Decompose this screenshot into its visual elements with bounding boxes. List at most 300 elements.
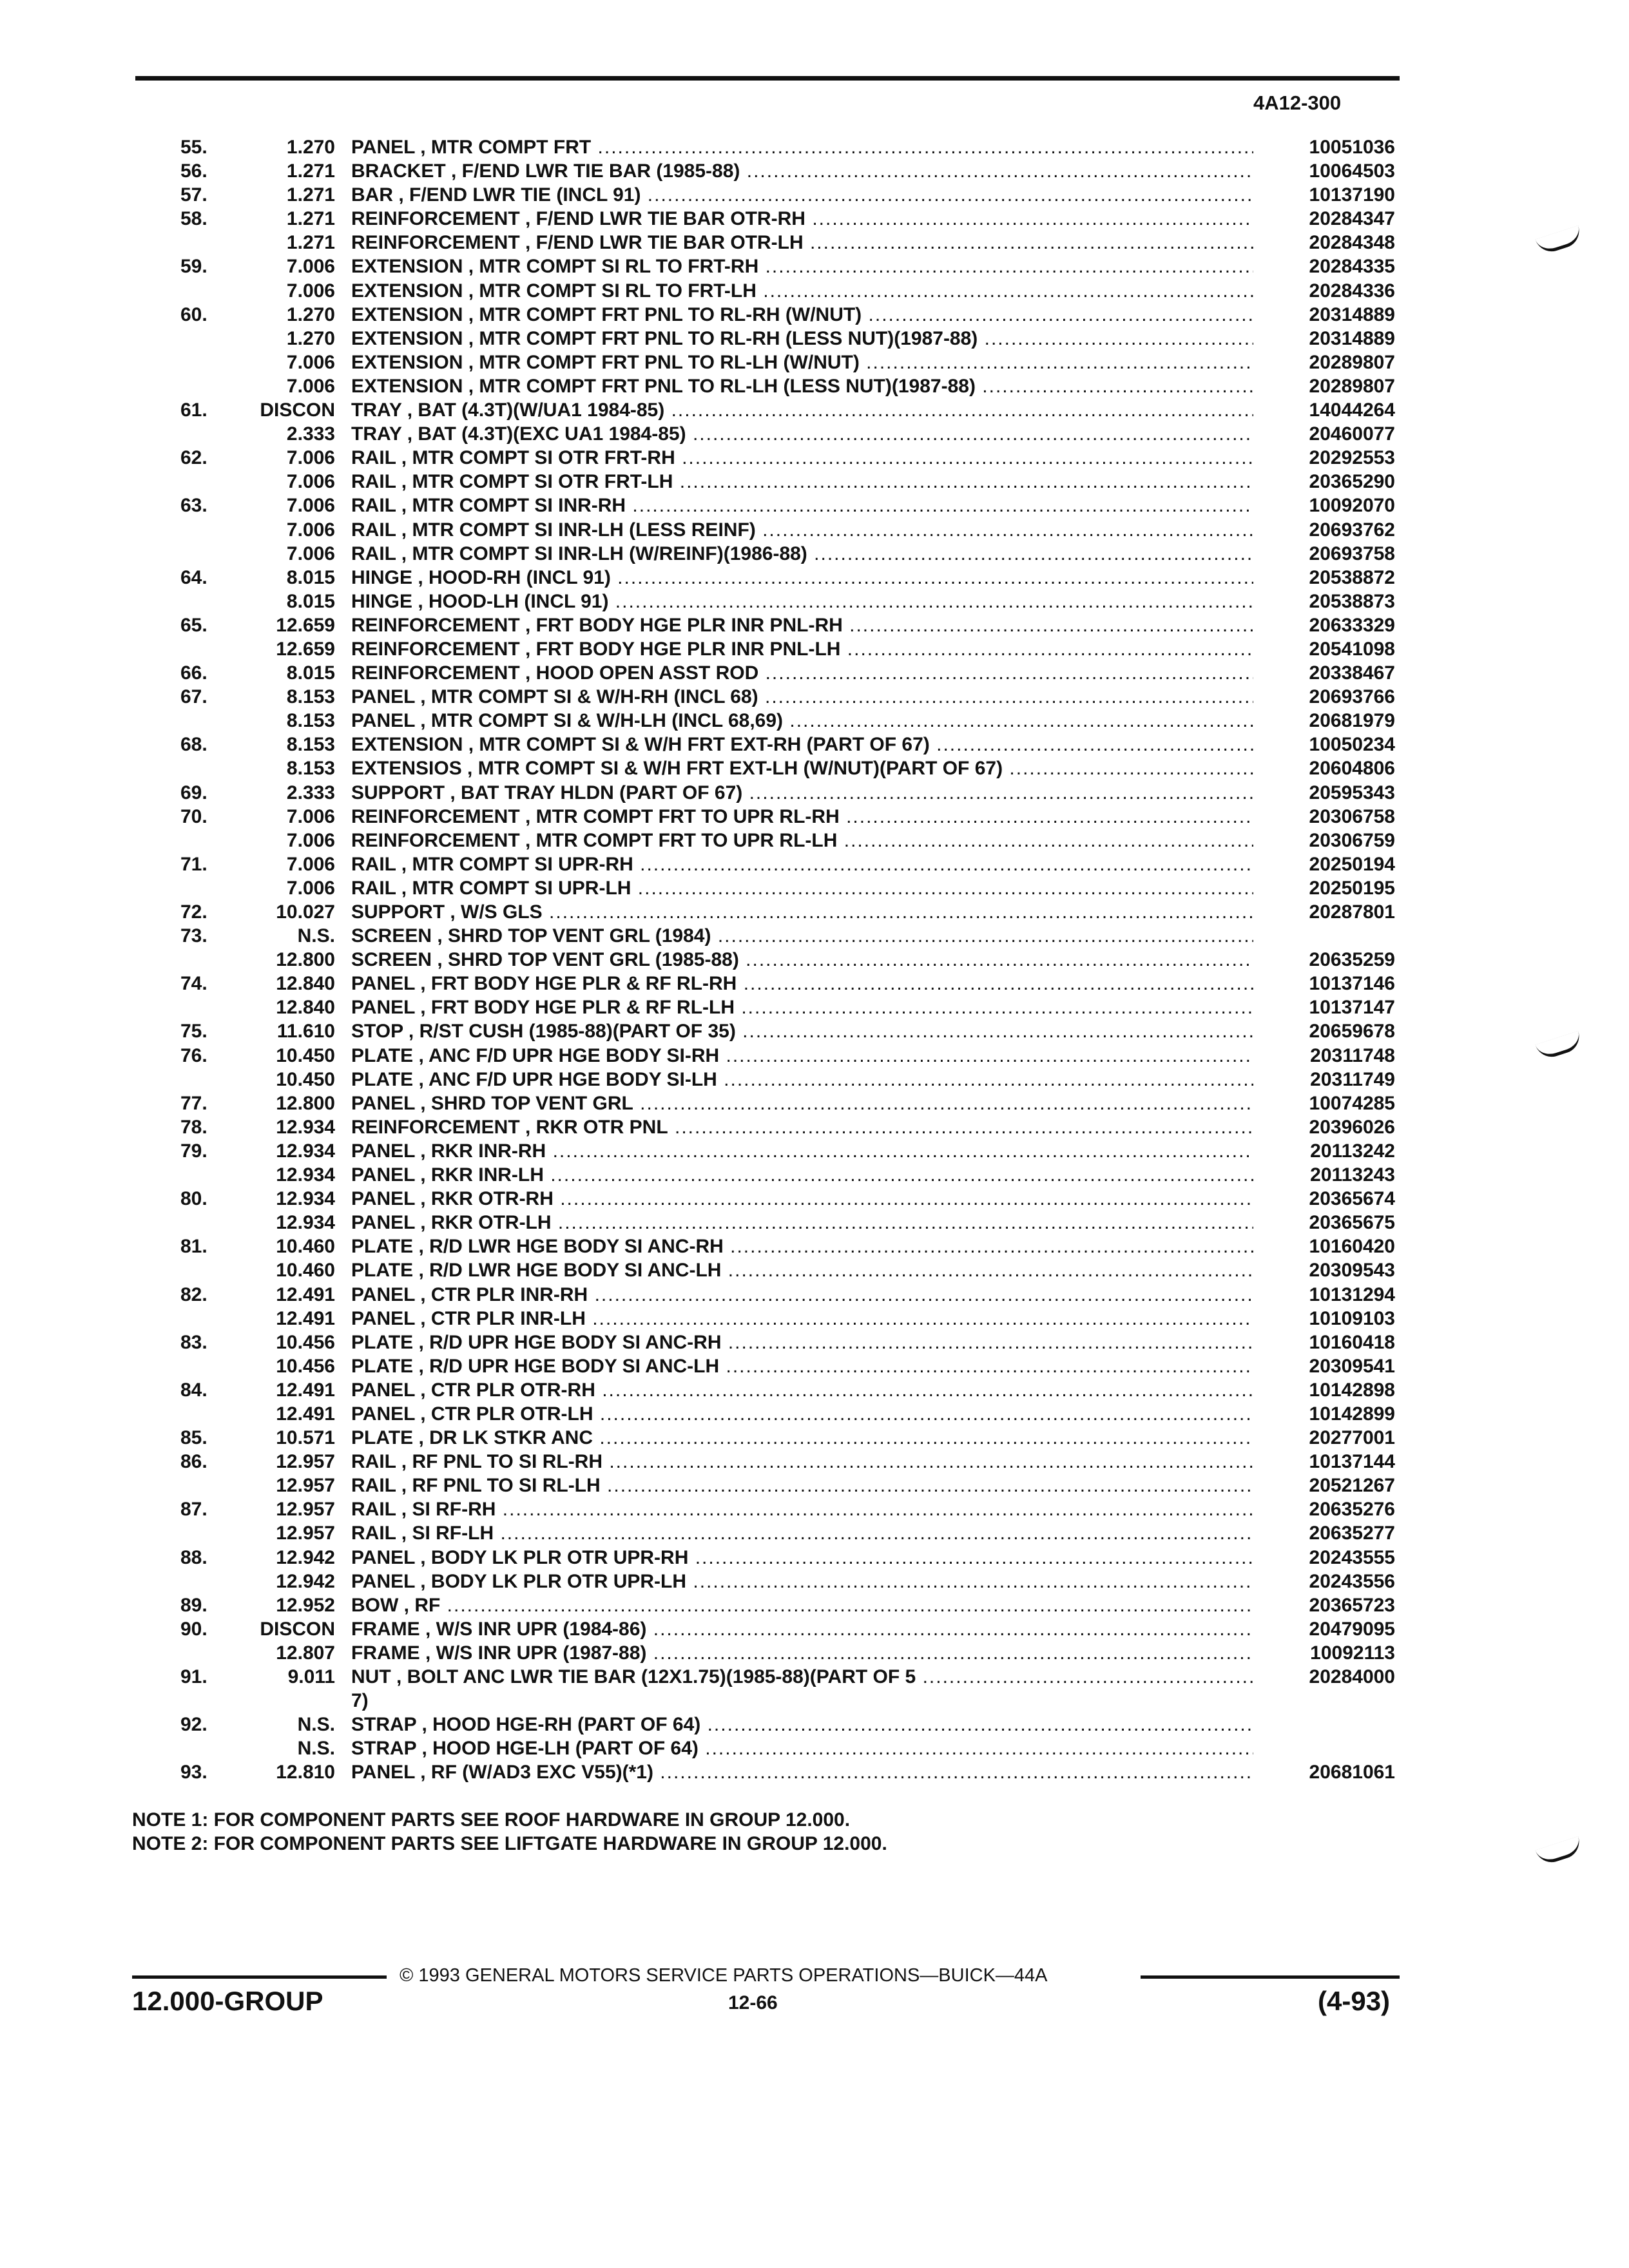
part-description: SCREEN , SHRD TOP VENT GRL (1984) .....	[351, 924, 1253, 948]
part-row	[0, 972, 1629, 995]
part-description: SUPPORT , BAT TRAY HLDN (PART OF 67) .....	[351, 781, 1253, 805]
part-number: 20314889	[1309, 327, 1395, 349]
ref-number: 93.	[180, 1762, 207, 1783]
part-row	[0, 1736, 1629, 1760]
group-number: 12.840	[276, 997, 335, 1019]
ref-number: 57.	[180, 184, 207, 206]
part-row	[0, 303, 1629, 327]
part-number: 20311749	[1310, 1068, 1395, 1090]
group-number: 12.491	[276, 1307, 335, 1329]
part-number: 20365674	[1309, 1188, 1395, 1210]
ref-number: 56.	[180, 160, 207, 182]
group-number: 1.271	[286, 160, 335, 182]
group-number: 7.006	[286, 543, 335, 564]
part-description: RAIL , MTR COMPT SI OTR FRT-RH .....	[351, 446, 1253, 470]
group-number: 7.006	[286, 256, 335, 278]
ref-number: 83.	[180, 1331, 207, 1353]
part-description: NUT , BOLT ANC LWR TIE BAR (12X1.75)(1985-88)(PART OF 5 .....	[351, 1665, 1253, 1689]
part-number: 10142899	[1309, 1403, 1395, 1425]
part-row	[0, 255, 1629, 278]
part-row	[0, 1331, 1629, 1354]
part-row	[0, 1378, 1629, 1402]
part-row	[0, 613, 1629, 637]
part-number: 20693762	[1309, 519, 1395, 541]
group-number: 2.333	[286, 423, 335, 445]
group-number: 8.015	[286, 590, 335, 612]
part-description: EXTENSION , MTR COMPT SI & W/H FRT EXT-RH (PART OF 67) .....	[351, 733, 1253, 756]
group-number: 12.942	[276, 1546, 335, 1568]
part-number: 10137190	[1309, 184, 1395, 206]
ref-number: 64.	[180, 566, 207, 588]
ref-number: 88.	[180, 1546, 207, 1568]
part-description: SUPPORT , W/S GLS .....	[351, 900, 1253, 924]
group-number: 1.270	[286, 327, 335, 349]
part-description: PLATE , ANC F/D UPR HGE BODY SI-RH .....	[351, 1044, 1253, 1068]
part-description: PANEL , RF (W/AD3 EXC V55)(*1) .....	[351, 1760, 1253, 1784]
part-row	[0, 1497, 1629, 1521]
ref-number: 77.	[180, 1092, 207, 1114]
part-number: 20659678	[1309, 1021, 1395, 1043]
part-number: 10051036	[1309, 137, 1395, 158]
part-row	[0, 590, 1629, 613]
part-number: 20287801	[1309, 901, 1395, 923]
part-number: 20306759	[1309, 829, 1395, 851]
part-number: 20309543	[1309, 1260, 1395, 1282]
notes	[132, 1808, 887, 1856]
group-number: 10.027	[276, 901, 335, 923]
part-description: PLATE , DR LK STKR ANC .....	[351, 1426, 1253, 1450]
group-number: 10.460	[276, 1236, 335, 1258]
group-number: 12.957	[276, 1499, 335, 1521]
part-row	[0, 1760, 1629, 1784]
part-row	[0, 327, 1629, 351]
ref-number: 66.	[180, 662, 207, 684]
ref-number: 86.	[180, 1451, 207, 1473]
part-row	[0, 1617, 1629, 1641]
group-number: 12.942	[276, 1570, 335, 1592]
part-number: 10137146	[1309, 973, 1395, 995]
ref-number: 73.	[180, 925, 207, 947]
part-number: 20693758	[1309, 543, 1395, 564]
ref-number: 80.	[180, 1188, 207, 1210]
part-description: RAIL , MTR COMPT SI OTR FRT-LH .....	[351, 470, 1253, 494]
note-2: NOTE 2: FOR COMPONENT PARTS SEE LIFTGATE HARDWARE IN GROUP 12.000.	[132, 1833, 887, 1854]
group-number: 12.810	[276, 1762, 335, 1783]
ref-number: 60.	[180, 303, 207, 325]
part-number: 10137147	[1309, 997, 1395, 1019]
part-number: 10142898	[1309, 1379, 1395, 1401]
group-number: 12.934	[276, 1188, 335, 1210]
group-number: 12.800	[276, 1092, 335, 1114]
part-number: 20284348	[1309, 232, 1395, 254]
group-number: 12.491	[276, 1283, 335, 1305]
group-number: 8.153	[286, 734, 335, 756]
ref-number: 62.	[180, 447, 207, 469]
group-number: 8.153	[286, 758, 335, 780]
part-row	[0, 1187, 1629, 1211]
group-number: 7.006	[286, 280, 335, 302]
group-number: 7.006	[286, 471, 335, 493]
part-number: 10131294	[1309, 1283, 1395, 1305]
part-description: RAIL , MTR COMPT SI INR-LH (W/REINF)(1986-88) .....	[351, 542, 1253, 566]
group-number: 1.270	[286, 303, 335, 325]
ref-number: 58.	[180, 208, 207, 230]
ref-number: 61.	[180, 399, 207, 421]
part-description: PANEL , CTR PLR OTR-RH .....	[351, 1378, 1253, 1402]
part-description: PANEL , MTR COMPT SI & W/H-LH (INCL 68,69) .....	[351, 709, 1253, 733]
part-row	[0, 1402, 1629, 1426]
part-description: PLATE , R/D UPR HGE BODY SI ANC-LH .....	[351, 1354, 1253, 1378]
group-number: 12.491	[276, 1403, 335, 1425]
part-description: 7)	[351, 1690, 369, 1712]
part-description: PANEL , FRT BODY HGE PLR & RF RL-RH .....	[351, 972, 1253, 995]
part-description: EXTENSION , MTR COMPT FRT PNL TO RL-LH (LESS NUT)(1987-88) .....	[351, 374, 1253, 398]
ref-number: 91.	[180, 1666, 207, 1687]
footer-rule-right	[1141, 1975, 1400, 1979]
group-number: 12.934	[276, 1164, 335, 1186]
part-number: 20681061	[1309, 1762, 1395, 1783]
group-number: 12.957	[276, 1523, 335, 1544]
part-description: RAIL , MTR COMPT SI INR-RH .....	[351, 494, 1253, 517]
part-number: 20521267	[1309, 1475, 1395, 1497]
group-number: 10.450	[276, 1068, 335, 1090]
top-rule	[135, 76, 1400, 81]
part-description: REINFORCEMENT , F/END LWR TIE BAR OTR-LH .....	[351, 231, 1253, 255]
part-number: 20306758	[1309, 805, 1395, 827]
part-number: 20635259	[1309, 949, 1395, 971]
part-row	[0, 1713, 1629, 1736]
part-description: EXTENSIOS , MTR COMPT SI & W/H FRT EXT-LH (W/NUT)(PART OF 67) .....	[351, 756, 1253, 780]
group-number: 8.015	[286, 566, 335, 588]
part-number: 10160420	[1309, 1236, 1395, 1258]
part-description: REINFORCEMENT , F/END LWR TIE BAR OTR-RH .....	[351, 207, 1253, 231]
ref-number: 71.	[180, 853, 207, 875]
note-1: NOTE 1: FOR COMPONENT PARTS SEE ROOF HARDWARE IN GROUP 12.000.	[132, 1809, 851, 1831]
part-row	[0, 183, 1629, 207]
ref-number: 75.	[180, 1021, 207, 1043]
part-number: 20365675	[1309, 1212, 1395, 1234]
part-row	[0, 1546, 1629, 1570]
group-number: 2.333	[286, 782, 335, 803]
group-number: 7.006	[286, 447, 335, 469]
part-description: REINFORCEMENT , MTR COMPT FRT TO UPR RL-LH .....	[351, 829, 1253, 852]
ref-number: 65.	[180, 614, 207, 636]
part-number: 20635276	[1309, 1499, 1395, 1521]
part-row	[0, 1211, 1629, 1235]
group-number: DISCON	[260, 1618, 335, 1640]
group-number: 12.957	[276, 1451, 335, 1473]
part-description: STRAP , HOOD HGE-RH (PART OF 64) .....	[351, 1713, 1253, 1736]
part-row	[0, 374, 1629, 398]
part-row	[0, 159, 1629, 183]
part-number: 10074285	[1309, 1092, 1395, 1114]
part-description: PANEL , CTR PLR INR-RH .....	[351, 1283, 1253, 1307]
part-number: 20289807	[1309, 351, 1395, 373]
part-description: EXTENSION , MTR COMPT SI RL TO FRT-RH .....	[351, 255, 1253, 278]
part-number: 20396026	[1309, 1116, 1395, 1138]
group-number: 12.952	[276, 1594, 335, 1616]
part-number: 20309541	[1309, 1355, 1395, 1377]
ref-number: 70.	[180, 805, 207, 827]
part-row	[0, 709, 1629, 733]
part-number: 20284336	[1309, 280, 1395, 302]
group-number: 10.456	[276, 1331, 335, 1353]
part-number: 20338467	[1309, 662, 1395, 684]
part-number: 10109103	[1309, 1307, 1395, 1329]
group-number: 10.450	[276, 1044, 335, 1066]
part-row	[0, 852, 1629, 876]
part-description: RAIL , SI RF-LH .....	[351, 1521, 1253, 1545]
part-number: 20113242	[1310, 1140, 1395, 1162]
part-number: 14044264	[1309, 399, 1395, 421]
group-number: 7.006	[286, 829, 335, 851]
group-number: 12.934	[276, 1212, 335, 1234]
part-number: 20284000	[1309, 1666, 1395, 1687]
part-description: PLATE , ANC F/D UPR HGE BODY SI-LH .....	[351, 1068, 1253, 1091]
part-number: 20243555	[1309, 1546, 1395, 1568]
part-description: PLATE , R/D LWR HGE BODY SI ANC-RH .....	[351, 1235, 1253, 1258]
part-description: TRAY , BAT (4.3T)(EXC UA1 1984-85) .....	[351, 422, 1253, 446]
group-number: 10.460	[276, 1260, 335, 1282]
part-description: REINFORCEMENT , RKR OTR PNL .....	[351, 1115, 1253, 1139]
part-description: FRAME , W/S INR UPR (1984-86) .....	[351, 1617, 1253, 1641]
part-description: RAIL , MTR COMPT SI UPR-RH .....	[351, 852, 1253, 876]
footer-rule-left	[132, 1975, 387, 1979]
group-number: 7.006	[286, 853, 335, 875]
part-row	[0, 756, 1629, 780]
group-number: 7.006	[286, 495, 335, 517]
part-number: 20538873	[1309, 590, 1395, 612]
group-number: 9.011	[287, 1666, 335, 1687]
part-description: RAIL , MTR COMPT SI INR-LH (LESS REINF) .....	[351, 518, 1253, 542]
part-number: 20538872	[1309, 566, 1395, 588]
part-number: 20314889	[1309, 303, 1395, 325]
part-number: 20693766	[1309, 686, 1395, 708]
group-number: 1.271	[286, 208, 335, 230]
part-description: PANEL , MTR COMPT FRT .....	[351, 135, 1253, 159]
part-row	[0, 948, 1629, 972]
part-row	[0, 829, 1629, 852]
group-number: 8.015	[286, 662, 335, 684]
ref-number: 76.	[180, 1044, 207, 1066]
part-row	[0, 1689, 1629, 1713]
group-number: 12.934	[276, 1116, 335, 1138]
part-row	[0, 733, 1629, 756]
part-row	[0, 1450, 1629, 1474]
part-number: 20365290	[1309, 471, 1395, 493]
group-number: 7.006	[286, 351, 335, 373]
part-number: 10064503	[1309, 160, 1395, 182]
group-number: 12.807	[276, 1642, 335, 1664]
group-number: N.S.	[297, 925, 335, 947]
part-number: 10160418	[1309, 1331, 1395, 1353]
part-number: 20460077	[1309, 423, 1395, 445]
part-description: HINGE , HOOD-LH (INCL 91) .....	[351, 590, 1253, 613]
part-row	[0, 1665, 1629, 1689]
ref-number: 85.	[180, 1427, 207, 1449]
part-row	[0, 566, 1629, 590]
parts-list	[0, 135, 1629, 1784]
part-number: 20250194	[1309, 853, 1395, 875]
part-row	[0, 1163, 1629, 1187]
part-row	[0, 995, 1629, 1019]
group-number: 11.610	[276, 1021, 335, 1043]
part-row	[0, 876, 1629, 900]
part-description: PLATE , R/D LWR HGE BODY SI ANC-LH .....	[351, 1258, 1253, 1282]
part-row	[0, 1283, 1629, 1307]
part-description: REINFORCEMENT , FRT BODY HGE PLR INR PNL-LH .....	[351, 637, 1253, 661]
part-number: 10092113	[1310, 1642, 1395, 1664]
ref-number: 74.	[180, 973, 207, 995]
part-description: RAIL , RF PNL TO SI RL-LH .....	[351, 1474, 1253, 1497]
group-number: 1.271	[286, 184, 335, 206]
part-number: 20595343	[1309, 782, 1395, 803]
part-row	[0, 518, 1629, 542]
part-description: RAIL , MTR COMPT SI UPR-LH .....	[351, 876, 1253, 900]
part-description: PANEL , CTR PLR INR-LH .....	[351, 1307, 1253, 1331]
group-number: N.S.	[297, 1714, 335, 1736]
ref-number: 87.	[180, 1499, 207, 1521]
part-row	[0, 231, 1629, 255]
ref-number: 59.	[180, 256, 207, 278]
part-description: PANEL , FRT BODY HGE PLR & RF RL-LH .....	[351, 995, 1253, 1019]
part-number: 20292553	[1309, 447, 1395, 469]
part-number: 20541098	[1309, 638, 1395, 660]
part-description: STRAP , HOOD HGE-LH (PART OF 64) .....	[351, 1736, 1253, 1760]
part-description: HINGE , HOOD-RH (INCL 91) .....	[351, 566, 1253, 590]
part-description: BRACKET , F/END LWR TIE BAR (1985-88) .....	[351, 159, 1253, 183]
footer-page-number: 12-66	[728, 1992, 778, 2013]
group-number: 7.006	[286, 519, 335, 541]
part-description: RAIL , RF PNL TO SI RL-RH .....	[351, 1450, 1253, 1474]
part-description: PANEL , MTR COMPT SI & W/H-RH (INCL 68) .....	[351, 685, 1253, 709]
ref-number: 89.	[180, 1594, 207, 1616]
part-description: REINFORCEMENT , FRT BODY HGE PLR INR PNL-RH .....	[351, 613, 1253, 637]
part-row	[0, 1641, 1629, 1665]
part-row	[0, 1235, 1629, 1258]
part-row	[0, 470, 1629, 494]
part-row	[0, 661, 1629, 685]
part-row	[0, 1593, 1629, 1617]
part-row	[0, 924, 1629, 948]
ref-number: 92.	[180, 1714, 207, 1736]
part-row	[0, 542, 1629, 566]
part-description: FRAME , W/S INR UPR (1987-88) .....	[351, 1641, 1253, 1665]
part-description: PANEL , RKR INR-LH .....	[351, 1163, 1253, 1187]
part-row	[0, 805, 1629, 829]
part-row	[0, 1139, 1629, 1163]
group-number: 7.006	[286, 877, 335, 899]
part-row	[0, 1044, 1629, 1068]
part-row	[0, 207, 1629, 231]
ref-number: 79.	[180, 1140, 207, 1162]
part-description: PANEL , RKR INR-RH .....	[351, 1139, 1253, 1163]
ref-number: 82.	[180, 1283, 207, 1305]
part-description: PLATE , R/D UPR HGE BODY SI ANC-RH .....	[351, 1331, 1253, 1354]
group-number: 12.957	[276, 1475, 335, 1497]
part-number: 20284347	[1309, 208, 1395, 230]
part-number: 20604806	[1309, 758, 1395, 780]
part-description: BAR , F/END LWR TIE (INCL 91) .....	[351, 183, 1253, 207]
part-number: 20365723	[1309, 1594, 1395, 1616]
part-description: STOP , R/ST CUSH (1985-88)(PART OF 35) .....	[351, 1019, 1253, 1043]
part-number: 10137144	[1309, 1451, 1395, 1473]
footer-date: (4-93)	[1318, 1986, 1391, 2016]
part-description: PANEL , RKR OTR-RH .....	[351, 1187, 1253, 1211]
group-number: 12.659	[276, 614, 335, 636]
group-number: 7.006	[286, 375, 335, 397]
part-row	[0, 1570, 1629, 1593]
group-number: 8.153	[286, 710, 335, 732]
part-number: 10092070	[1309, 495, 1395, 517]
part-number: 10050234	[1309, 734, 1395, 756]
part-row	[0, 422, 1629, 446]
part-row	[0, 351, 1629, 374]
part-row	[0, 398, 1629, 422]
ref-number: 84.	[180, 1379, 207, 1401]
ref-number: 90.	[180, 1618, 207, 1640]
part-row	[0, 1426, 1629, 1450]
part-description: EXTENSION , MTR COMPT FRT PNL TO RL-LH (W/NUT) .....	[351, 351, 1253, 374]
part-row	[0, 1019, 1629, 1043]
ref-number: 63.	[180, 495, 207, 517]
part-row	[0, 135, 1629, 159]
group-number: 1.270	[286, 137, 335, 158]
part-description: PANEL , BODY LK PLR OTR UPR-RH .....	[351, 1546, 1253, 1570]
group-number: 12.934	[276, 1140, 335, 1162]
part-description: EXTENSION , MTR COMPT SI RL TO FRT-LH .....	[351, 279, 1253, 303]
part-row	[0, 279, 1629, 303]
part-description: EXTENSION , MTR COMPT FRT PNL TO RL-RH (LESS NUT)(1987-88) .....	[351, 327, 1253, 351]
part-number: 20681979	[1309, 710, 1395, 732]
group-number: 12.659	[276, 638, 335, 660]
part-row	[0, 494, 1629, 517]
group-number: 10.456	[276, 1355, 335, 1377]
footer-group: 12.000-GROUP	[132, 1986, 323, 2016]
part-description: PANEL , BODY LK PLR OTR UPR-LH .....	[351, 1570, 1253, 1593]
part-row	[0, 1115, 1629, 1139]
group-number: 12.491	[276, 1379, 335, 1401]
part-description: SCREEN , SHRD TOP VENT GRL (1985-88) .....	[351, 948, 1253, 972]
part-description: PANEL , SHRD TOP VENT GRL .....	[351, 1091, 1253, 1115]
ref-number: 67.	[180, 686, 207, 708]
group-number: DISCON	[260, 399, 335, 421]
ref-number: 78.	[180, 1116, 207, 1138]
copyright-text: © 1993 GENERAL MOTORS SERVICE PARTS OPERATIONS—BUICK—44A	[400, 1965, 1048, 1986]
part-row	[0, 1091, 1629, 1115]
group-number: 12.840	[276, 973, 335, 995]
part-number: 20633329	[1309, 614, 1395, 636]
part-row	[0, 446, 1629, 470]
part-number: 20479095	[1309, 1618, 1395, 1640]
part-number: 20243556	[1309, 1570, 1395, 1592]
ref-number: 68.	[180, 734, 207, 756]
part-number: 20289807	[1309, 375, 1395, 397]
part-description: REINFORCEMENT , MTR COMPT FRT TO UPR RL-RH .....	[351, 805, 1253, 829]
ref-number: 81.	[180, 1236, 207, 1258]
binding-mark	[1536, 1836, 1584, 1867]
group-number: 12.800	[276, 949, 335, 971]
group-number: 10.571	[276, 1427, 335, 1449]
group-number: 8.153	[286, 686, 335, 708]
part-description: PANEL , CTR PLR OTR-LH .....	[351, 1402, 1253, 1426]
part-number: 20635277	[1309, 1523, 1395, 1544]
part-description: REINFORCEMENT , HOOD OPEN ASST ROD .....	[351, 661, 1253, 685]
part-row	[0, 781, 1629, 805]
part-number: 20113243	[1310, 1164, 1395, 1186]
part-row	[0, 1258, 1629, 1282]
ref-number: 69.	[180, 782, 207, 803]
